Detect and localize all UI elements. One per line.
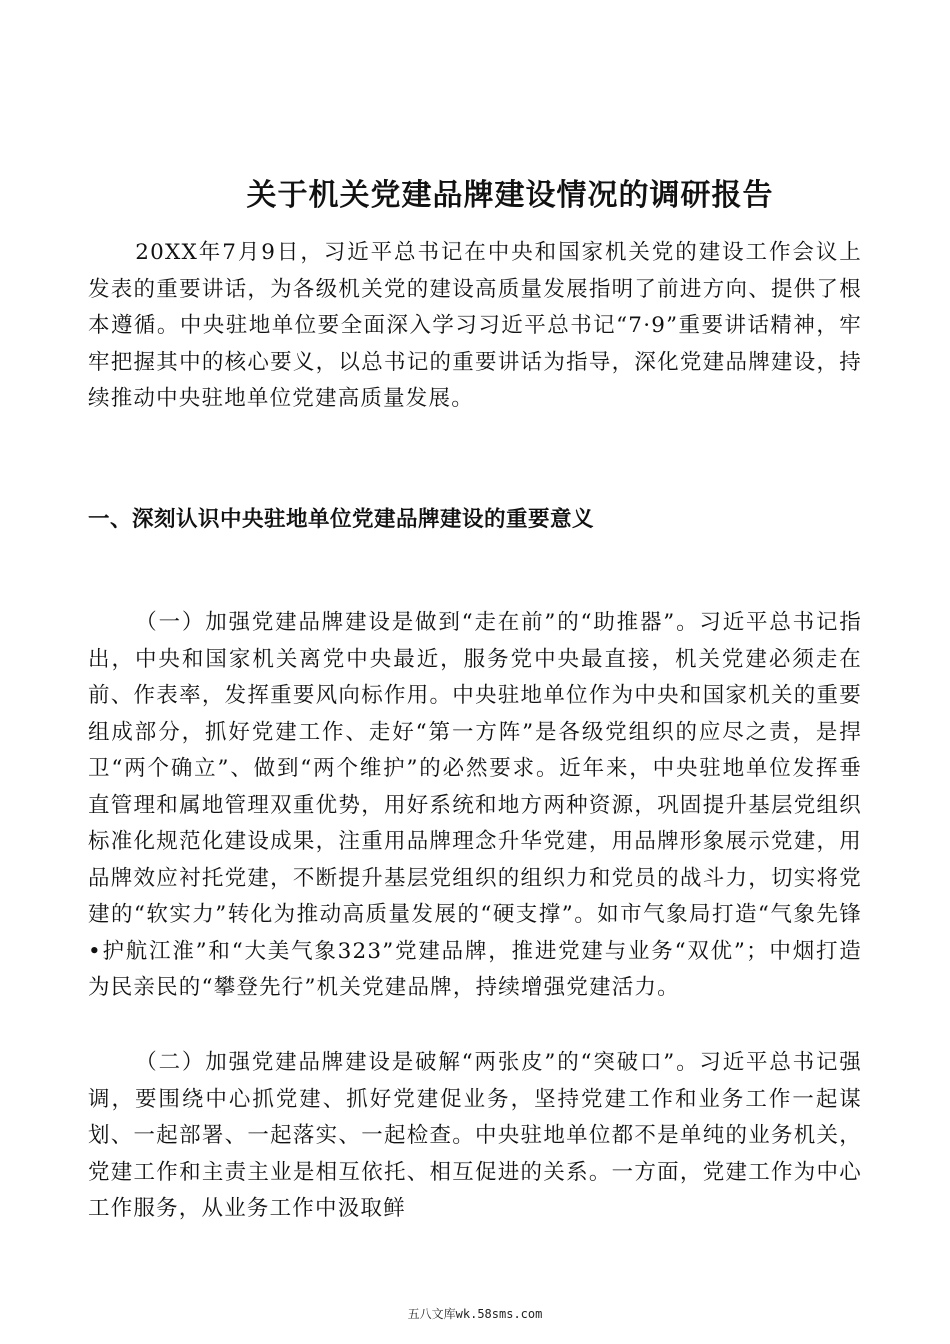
intro-paragraph: 20XX年7月9日，习近平总书记在中央和国家机关党的建设工作会议上发表的重要讲话，为各级机关党的建设高质量发展指明了前进方向、提供了根本遵循。中央驻地单位要全面深入学习习近平总书记“7·9”重要讲话精神，牢牢把握其中的核心要义，以总书记的重要讲话为指导，深化党建品牌建设，持续推动中央驻地单位党建高质量发展。 — [88, 240, 862, 411]
document-title: 关于机关党建品牌建设情况的调研报告 — [246, 178, 774, 213]
section-heading: 一、深刻认识中央驻地单位党建品牌建设的重要意义 — [88, 507, 595, 532]
page-footer: 五八文库wk.58sms.com — [407, 1307, 543, 1321]
body-paragraph-2: （二）加强党建品牌建设是破解“两张皮”的“突破口”。习近平总书记强调，要围绕中心抓党建、抓好党建促业务，坚持党建工作和业务工作一起谋划、一起部署、一起落实、一起检查。中央驻地单位都不是单纯的业务机关，党建工作和主责主业是相互依托、相互促进的关系。一方面，党建工作为中心工作服务，从业务工作中汲取鲜 — [88, 1050, 862, 1221]
body-paragraph-1: （一）加强党建品牌建设是做到“走在前”的“助推器”。习近平总书记指出，中央和国家机关离党中央最近，服务党中央最直接，机关党建必须走在前、作表率，发挥重要风向标作用。中央驻地单位作为中央和国家机关的重要组成部分，抓好党建工作、走好“第一方阵”是各级党组织的应尽之责，是捍卫“两个确立”、做到“两个维护”的必然要求。近年来，中央驻地单位发挥垂直管理和属地管理双重优势，用好系统和地方两种资源，巩固提升基层党组织标准化规范化建设成果，注重用品牌理念升华党建，用品牌形象展示党建，用品牌效应衬托党建，不断提升基层党组织的组织力和党员的战斗力，切实将党建的“软实力”转化为推动高质量发展的“硬支撑”。如市气象局打造“气象先锋•护航江淮”和“大美气象323”党建品牌，推进党建与业务“双优”；中烟打造为民亲民的“攀登先行”机关党建品牌，持续增强党建活力。 — [88, 610, 862, 1000]
